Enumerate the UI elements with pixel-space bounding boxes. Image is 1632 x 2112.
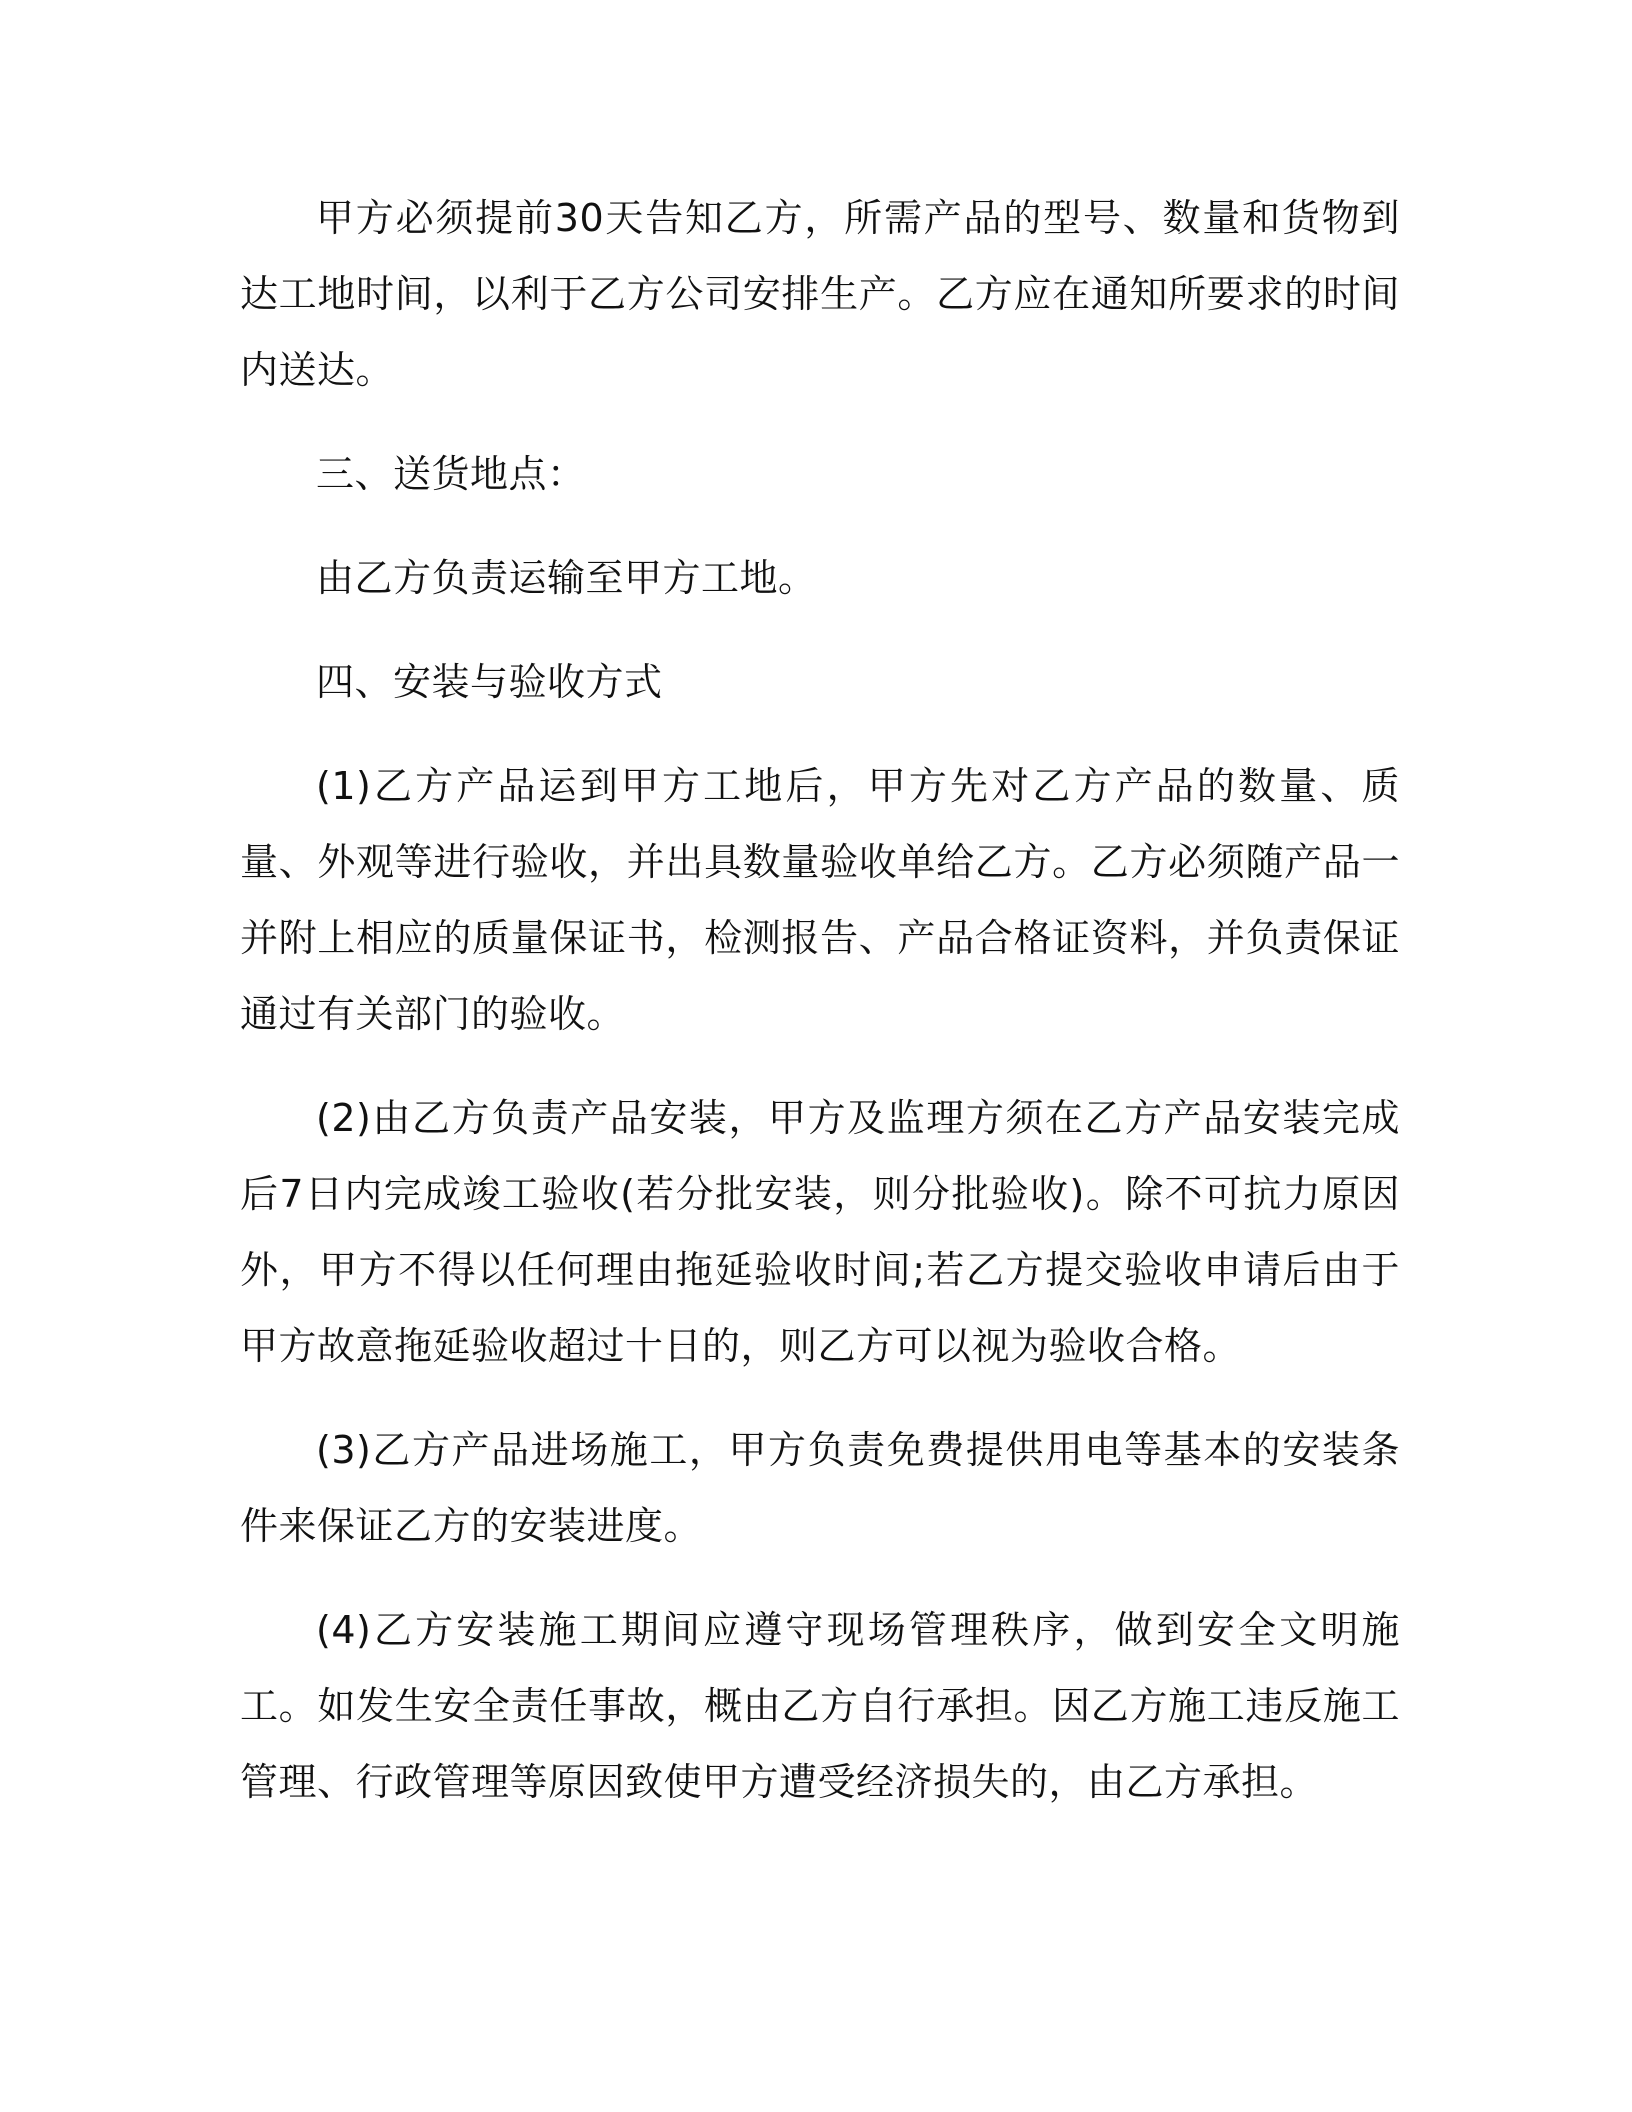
clause-1-inspection: (1)乙方产品运到甲方工地后，甲方先对乙方产品的数量、质量、外观等进行验收，并出具数量验收单给乙方。乙方必须随产品一并附上相应的质量保证书，检测报告、产品合格证资料，并负责保证通过有关部门的验收。	[240, 764, 1400, 1036]
paragraph-delivery-location: 由乙方负责运输至甲方工地。	[316, 556, 817, 600]
clause-2-installation: (2)由乙方负责产品安装，甲方及监理方须在乙方产品安装完成后7日内完成竣工验收(若分批安装，则分批验收)。除不可抗力原因外，甲方不得以任何理由拖延验收时间;若乙方提交验收申请后由于甲方故意拖延验收超过十日的，则乙方可以视为验收合格。	[240, 1096, 1400, 1368]
clause-4-safety: (4)乙方安装施工期间应遵守现场管理秩序，做到安全文明施工。如发生安全责任事故，概由乙方自行承担。因乙方施工违反施工管理、行政管理等原因致使甲方遭受经济损失的，由乙方承担。	[240, 1608, 1400, 1804]
section-heading-delivery-location: 三、送货地点：	[316, 452, 586, 496]
paragraph-notice-lead-time: 甲方必须提前30天告知乙方，所需产品的型号、数量和货物到达工地时间，以利于乙方公司安排生产。乙方应在通知所要求的时间内送达。	[240, 196, 1400, 392]
document-page	[240, 180, 1400, 1820]
section-heading-installation-acceptance: 四、安装与验收方式	[316, 660, 663, 704]
clause-3-site-conditions: (3)乙方产品进场施工，甲方负责免费提供用电等基本的安装条件来保证乙方的安装进度。	[240, 1428, 1400, 1548]
